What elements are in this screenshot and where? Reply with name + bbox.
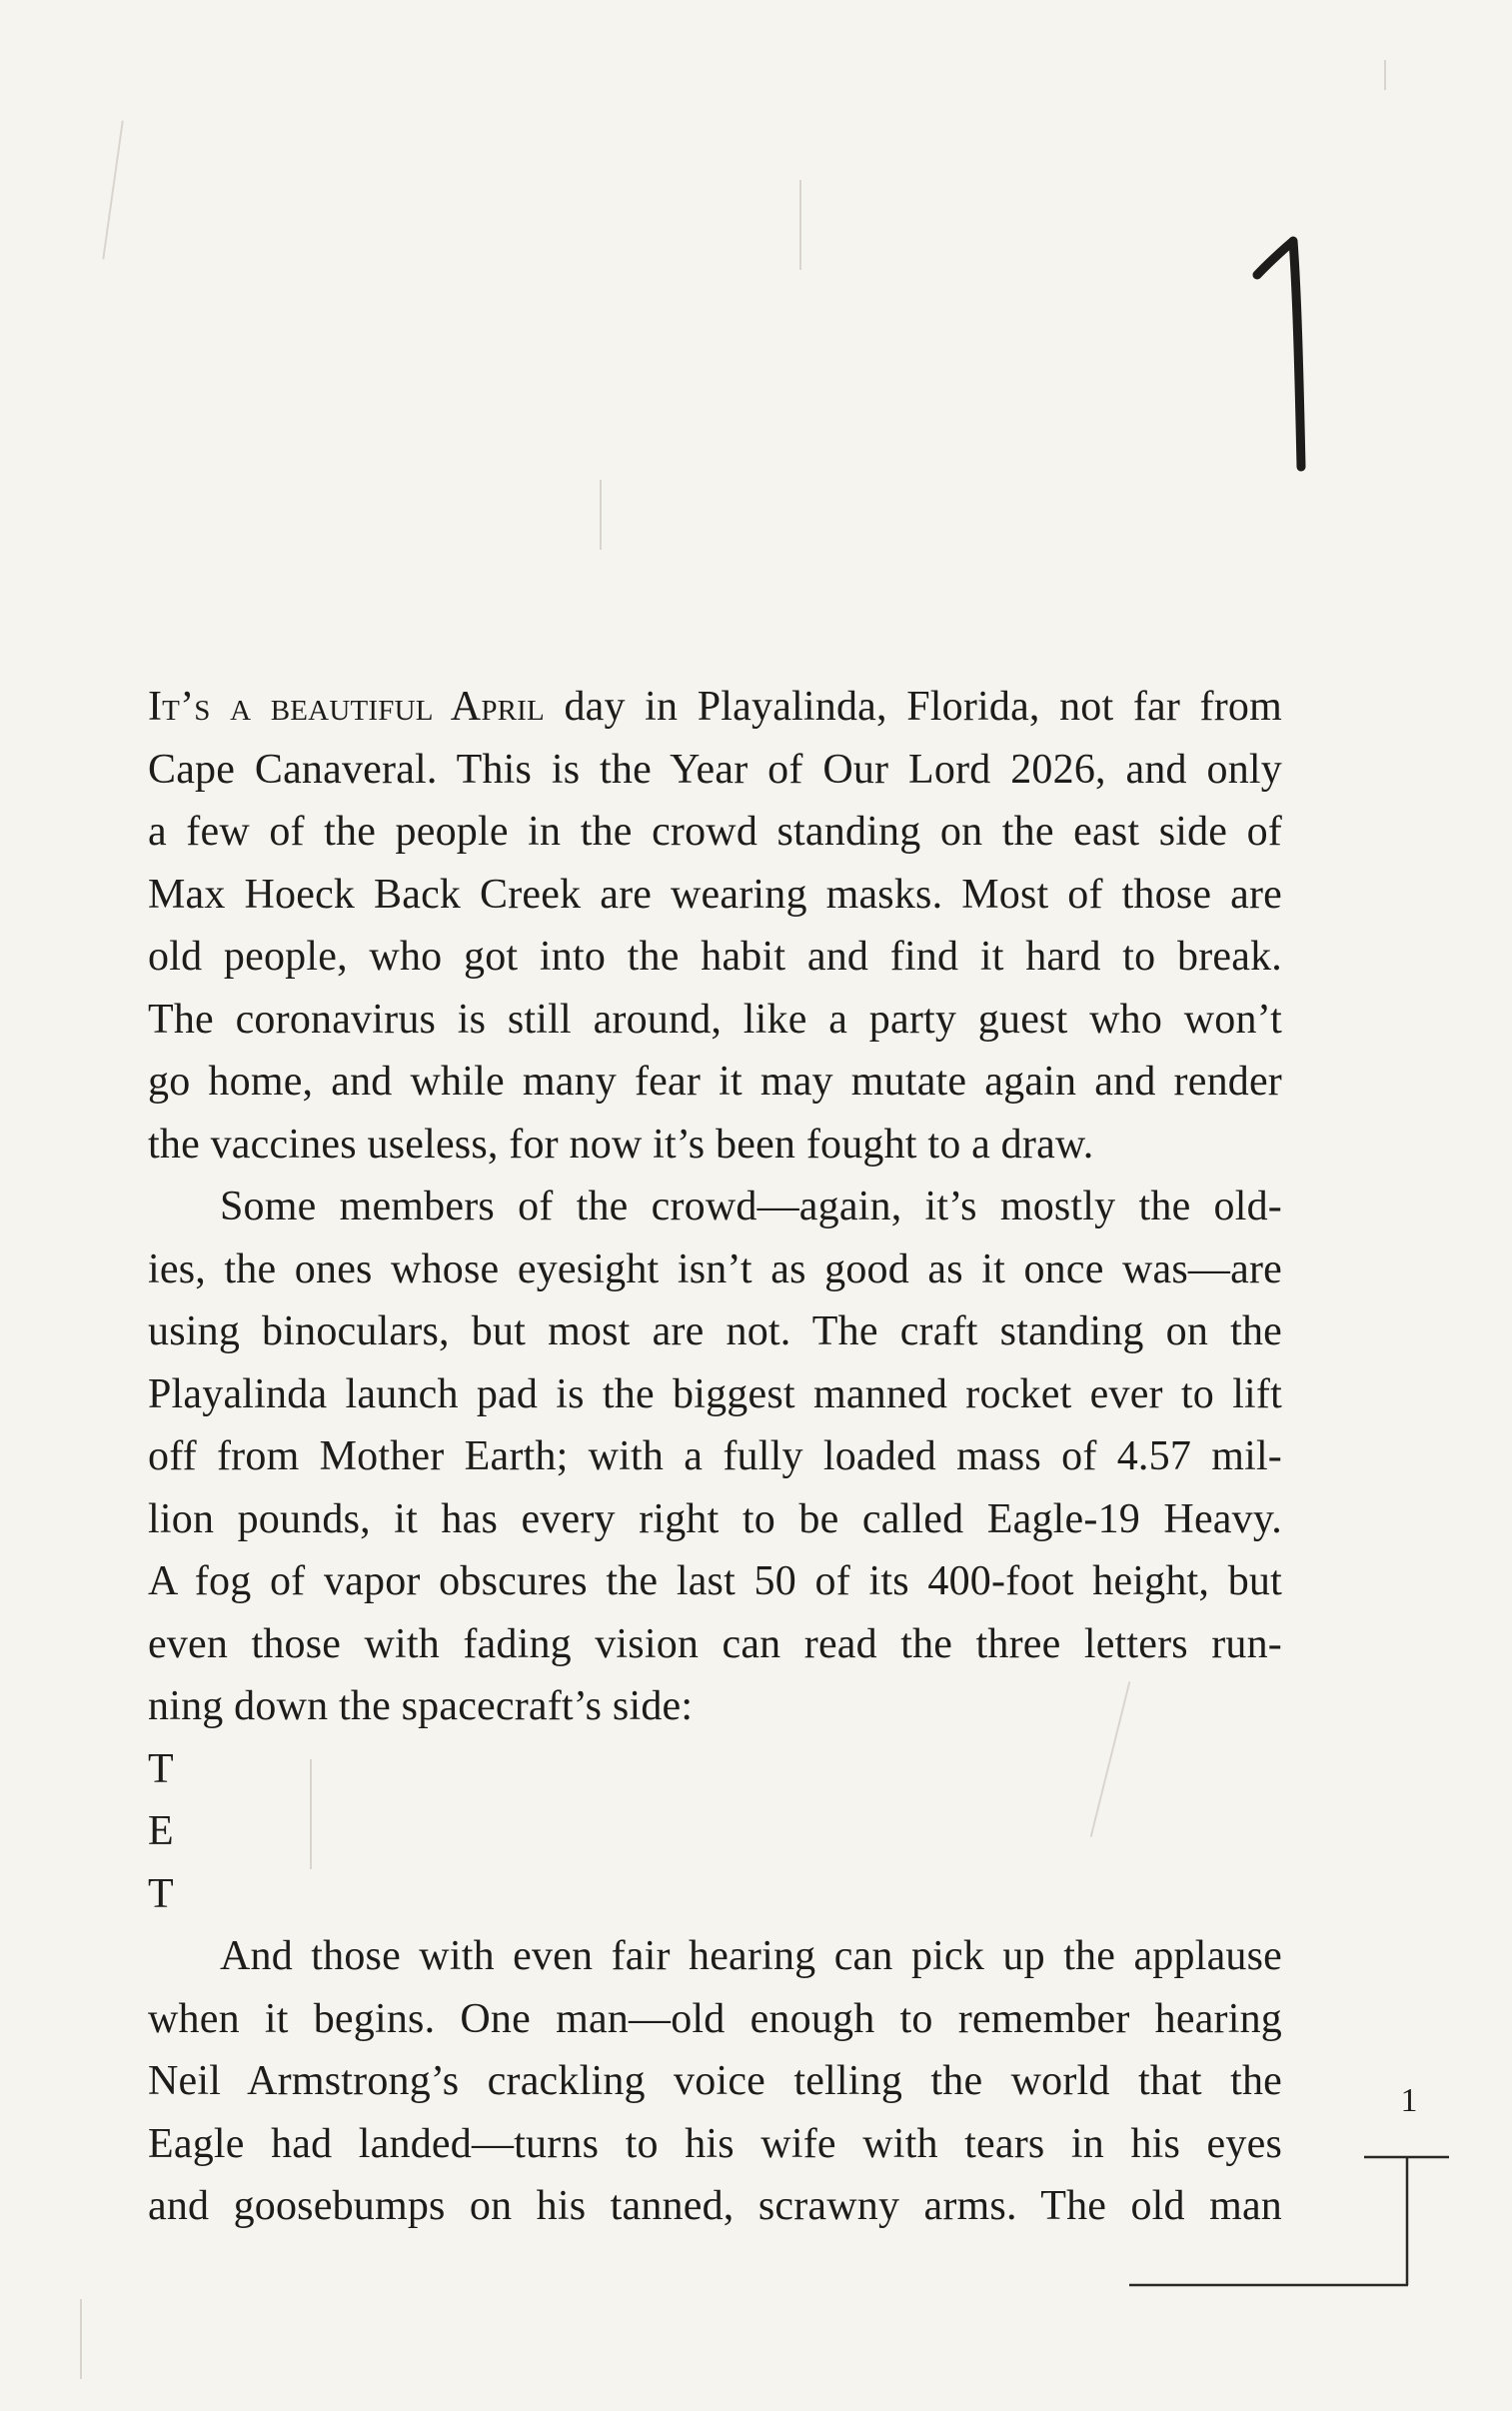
text-line: The coronavirus is still around, like a party guest who won’t <box>148 996 1282 1043</box>
text-line: and goosebumps on his tanned, scrawny arms. The old man <box>148 2183 1282 2229</box>
body-text <box>148 676 1282 2238</box>
text-line: Eagle had landed—turns to his wife with tears in his eyes <box>148 2120 1282 2167</box>
text-line: old people, who got into the habit and find it hard to break. <box>148 934 1282 980</box>
text-line <box>148 676 1282 739</box>
paper-mark <box>1384 60 1386 90</box>
text-line: go home, and while many fear it may mutate again and render <box>148 1059 1282 1105</box>
opening-small-caps: It’s a beautiful April <box>148 684 545 730</box>
text-line: even those with fading vision can read the three letters run- <box>148 1620 1282 1667</box>
text-line: using binoculars, but most are not. The craft standing on the <box>148 1308 1282 1354</box>
paper-mark <box>799 180 801 270</box>
text-line: when it begins. One man—old enough to remember hearing <box>148 1995 1282 2042</box>
text-line: a few of the people in the crowd standing on the east side of <box>148 809 1282 855</box>
page-number: 1 <box>1400 2082 1418 2119</box>
vertical-letter: T <box>148 1870 174 1917</box>
text-line-fragment: day in Playalinda, Florida, not far from <box>544 684 1282 730</box>
text-line: Some members of the crowd—again, it’s mostly the old- <box>220 1184 1282 1229</box>
text-line: ies, the ones whose eyesight isn’t as good as it once was—are <box>148 1245 1282 1292</box>
text-line: ning down the spacecraft’s side: <box>148 1683 694 1729</box>
text-line: Cape Canaveral. This is the Year of Our Lord 2026, and only <box>148 746 1282 793</box>
vertical-letter: E <box>148 1808 174 1854</box>
paper-mark <box>600 480 602 550</box>
text-line: Playalinda launch pad is the biggest manned rocket ever to lift <box>148 1370 1282 1417</box>
folio-bracket-ornament <box>1124 2139 1464 2309</box>
paper-mark <box>102 121 123 260</box>
text-line: A fog of vapor obscures the last 50 of its 400-foot height, but <box>148 1558 1282 1604</box>
vertical-letter: T <box>148 1745 174 1792</box>
text-line: And those with even fair hearing can pick up the applause <box>220 1933 1282 1979</box>
text-line: Neil Armstrong’s crackling voice telling the world that the <box>148 2058 1282 2104</box>
text-line: off from Mother Earth; with a fully loaded mass of 4.57 mil- <box>148 1433 1282 1479</box>
text-line: Max Hoeck Back Creek are wearing masks. Most of those are <box>148 871 1282 918</box>
text-line: the vaccines useless, for now it’s been fought to a draw. <box>148 1121 1094 1168</box>
text-line: lion pounds, it has every right to be called Eagle-19 Heavy. <box>148 1495 1282 1542</box>
chapter-number <box>1219 235 1329 475</box>
paper-mark <box>80 2299 82 2379</box>
